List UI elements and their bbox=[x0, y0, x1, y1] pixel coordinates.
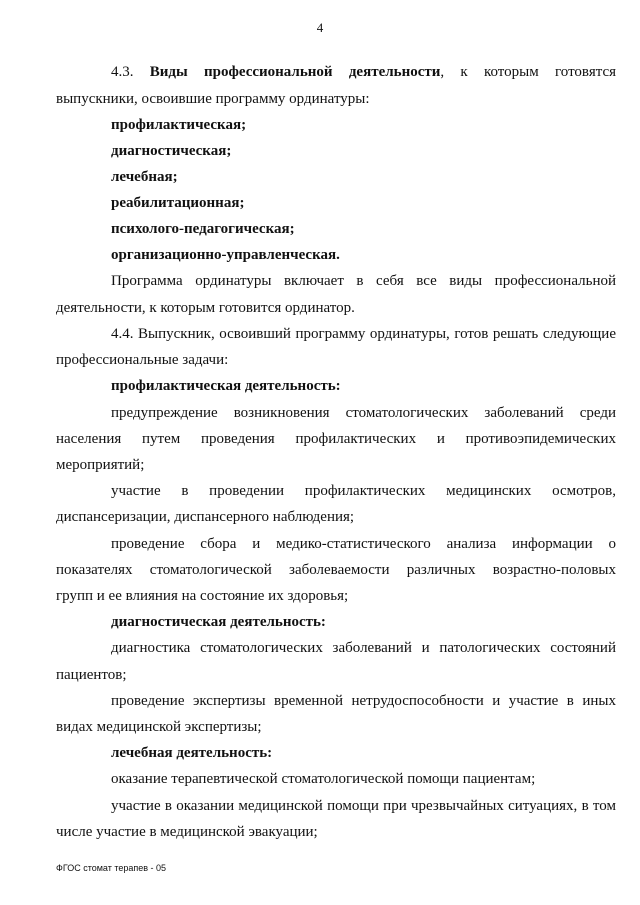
prophylactic-item: участие в проведении профилактических медицинских осмотров, bbox=[111, 483, 616, 499]
activity-type-item: реабилитационная; bbox=[111, 195, 245, 211]
treatment-item: числе участие в медицинской эвакуации; bbox=[56, 824, 318, 840]
section-4-3-heading bbox=[111, 63, 616, 81]
program-paragraph-line: деятельности, к которым готовится ординатор. bbox=[56, 300, 355, 316]
program-paragraph-line: Программа ординатуры включает в себя все виды профессиональной bbox=[111, 273, 616, 289]
diagnostic-item: видах медицинской экспертизы; bbox=[56, 719, 262, 735]
treatment-item: участие в оказании медицинской помощи при чрезвычайных ситуациях, в том bbox=[111, 798, 616, 814]
activity-type-item: организационно-управленческая. bbox=[111, 247, 340, 263]
section-4-3-number: 4.3. bbox=[111, 64, 150, 80]
prophylactic-item: предупреждение возникновения стоматологических заболеваний среди bbox=[111, 405, 616, 421]
document-footer: ФГОС стомат терапев - 05 bbox=[56, 863, 167, 873]
section-4-3-title-suffix: , к которым готовятся bbox=[440, 64, 617, 80]
section-4-4-intro-line: профессиональные задачи: bbox=[56, 352, 229, 368]
diagnostic-item: проведение экспертизы временной нетрудоспособности и участие в иных bbox=[111, 693, 616, 709]
activity-type-item: диагностическая; bbox=[111, 143, 232, 159]
section-4-4-intro-line: 4.4. Выпускник, освоивший программу ординатуры, готов решать следующие bbox=[111, 326, 616, 342]
prophylactic-item: населения путем проведения профилактических и противоэпидемических bbox=[56, 431, 616, 447]
section-4-3-heading-continuation: выпускники, освоившие программу ординатуры: bbox=[56, 91, 370, 107]
prophylactic-item: показателях стоматологической заболеваемости различных возрастно-половых bbox=[56, 562, 616, 578]
activity-type-item: лечебная; bbox=[111, 169, 178, 185]
treatment-item: оказание терапевтической стоматологической помощи пациентам; bbox=[111, 771, 536, 787]
diagnostic-heading: диагностическая деятельность: bbox=[111, 614, 326, 630]
diagnostic-item: диагностика стоматологических заболеваний и патологических состояний bbox=[111, 640, 616, 656]
diagnostic-item: пациентов; bbox=[56, 667, 127, 683]
page-number: 4 bbox=[316, 20, 324, 35]
section-4-3-title: Виды профессиональной деятельности bbox=[149, 64, 441, 80]
prophylactic-item: групп и ее влияния на состояние их здоровья; bbox=[56, 588, 349, 604]
prophylactic-item: мероприятий; bbox=[56, 457, 145, 473]
activity-type-item: психолого-педагогическая; bbox=[111, 221, 295, 237]
prophylactic-item: проведение сбора и медико-статистического анализа информации о bbox=[111, 536, 616, 552]
prophylactic-item: диспансеризации, диспансерного наблюдения; bbox=[56, 509, 355, 525]
activity-type-item: профилактическая; bbox=[111, 117, 247, 133]
prophylactic-heading: профилактическая деятельность: bbox=[111, 378, 341, 394]
treatment-heading: лечебная деятельность: bbox=[111, 745, 273, 761]
